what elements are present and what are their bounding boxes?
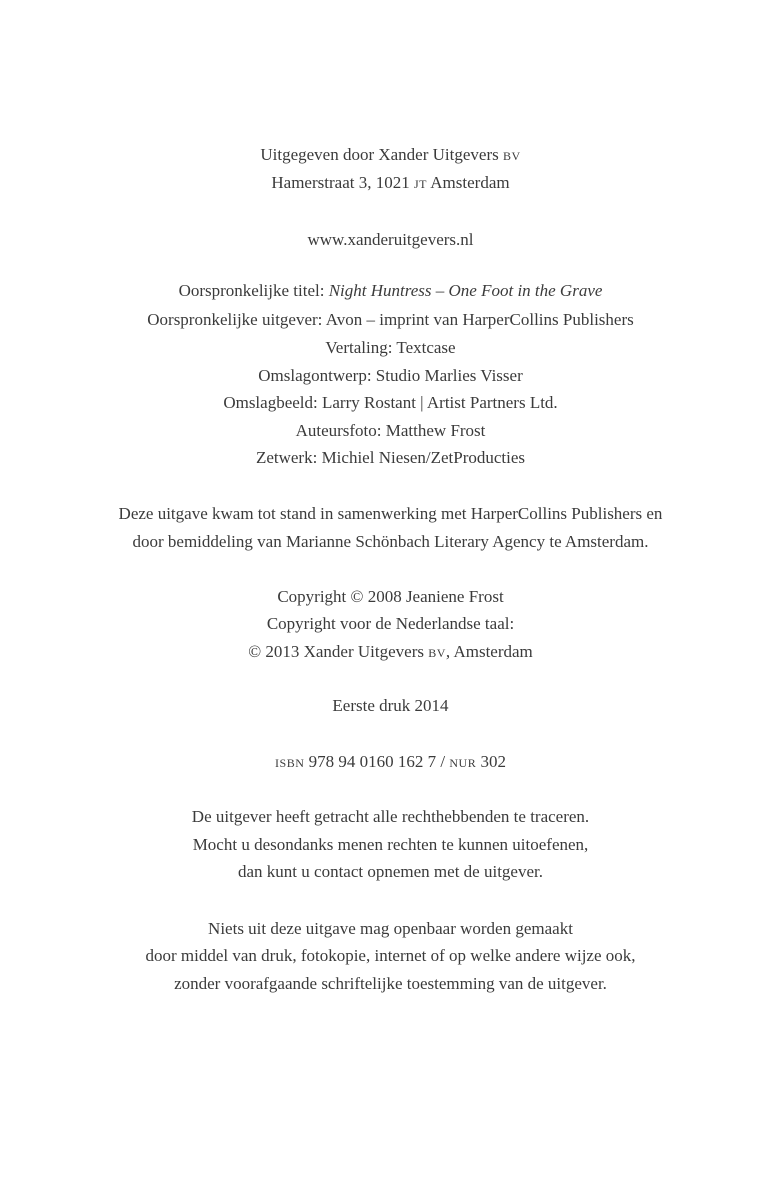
address-city: Amsterdam [426,173,510,192]
rights-notice-line-1: De uitgever heeft getracht alle rechthebbenden te traceren. [191,807,590,826]
translation-credit: Vertaling: Textcase [325,338,456,357]
address-postcode-letters: jt [413,173,427,192]
original-title-label: Oorspronkelijke titel: [178,281,329,300]
publisher-name: Uitgegeven door Xander Uitgevers [260,145,503,164]
publisher-bv: bv [502,145,521,164]
isbn-label: isbn [275,752,305,771]
author-photo-credit: Auteursfoto: Matthew Frost [295,421,486,440]
cover-image-credit: Omslagbeeld: Larry Rostant | Artist Partners Ltd. [223,393,558,412]
address-street: Hamerstraat 3, 1021 [271,173,414,192]
cover-design-credit: Omslagontwerp: Studio Marlies Visser [258,366,523,385]
typesetting-credit: Zetwerk: Michiel Niesen/ZetProducties [255,448,526,467]
publisher-line [0,145,781,165]
reproduction-notice-line-2: door middel van druk, fotokopie, internet of op welke andere wijze ook, [145,946,636,965]
reproduction-notice-line-3: zonder voorafgaande schriftelijke toestemming van de uitgever. [174,974,607,993]
cooperation-line-2: door bemiddeling van Marianne Schönbach Literary Agency te Amsterdam. [132,532,649,551]
original-publisher: Oorspronkelijke uitgever: Avon – imprint van HarperCollins Publishers [147,310,634,329]
copyright-city: , Amsterdam [445,642,533,661]
isbn-line [0,752,781,772]
cooperation-line-1: Deze uitgave kwam tot stand in samenwerking met HarperCollins Publishers en [118,504,663,523]
original-title [0,281,781,301]
copyright-original: Copyright © 2008 Jeaniene Frost [277,587,504,606]
edition: Eerste druk 2014 [332,696,449,715]
original-title-value: Night Huntress – One Foot in the Grave [328,281,603,300]
reproduction-notice-line-1: Niets uit deze uitgave mag openbaar worden gemaakt [208,919,573,938]
nur-label: nur [449,752,477,771]
rights-notice-line-2: Mocht u desondanks menen rechten te kunnen uitoefenen, [192,835,589,854]
rights-notice-line-3: dan kunt u contact opnemen met de uitgever. [238,862,543,881]
copyright-bv: bv [428,642,446,661]
copyright-translation-holder: © 2013 Xander Uitgevers [248,642,429,661]
publisher-address [0,173,781,193]
nur-value: 302 [476,752,506,771]
copyright-translation [0,642,781,662]
isbn-value: 978 94 0160 162 7 / [304,752,450,771]
publisher-website: www.xanderuitgevers.nl [307,230,474,249]
copyright-translation-label: Copyright voor de Nederlandse taal: [266,614,515,633]
